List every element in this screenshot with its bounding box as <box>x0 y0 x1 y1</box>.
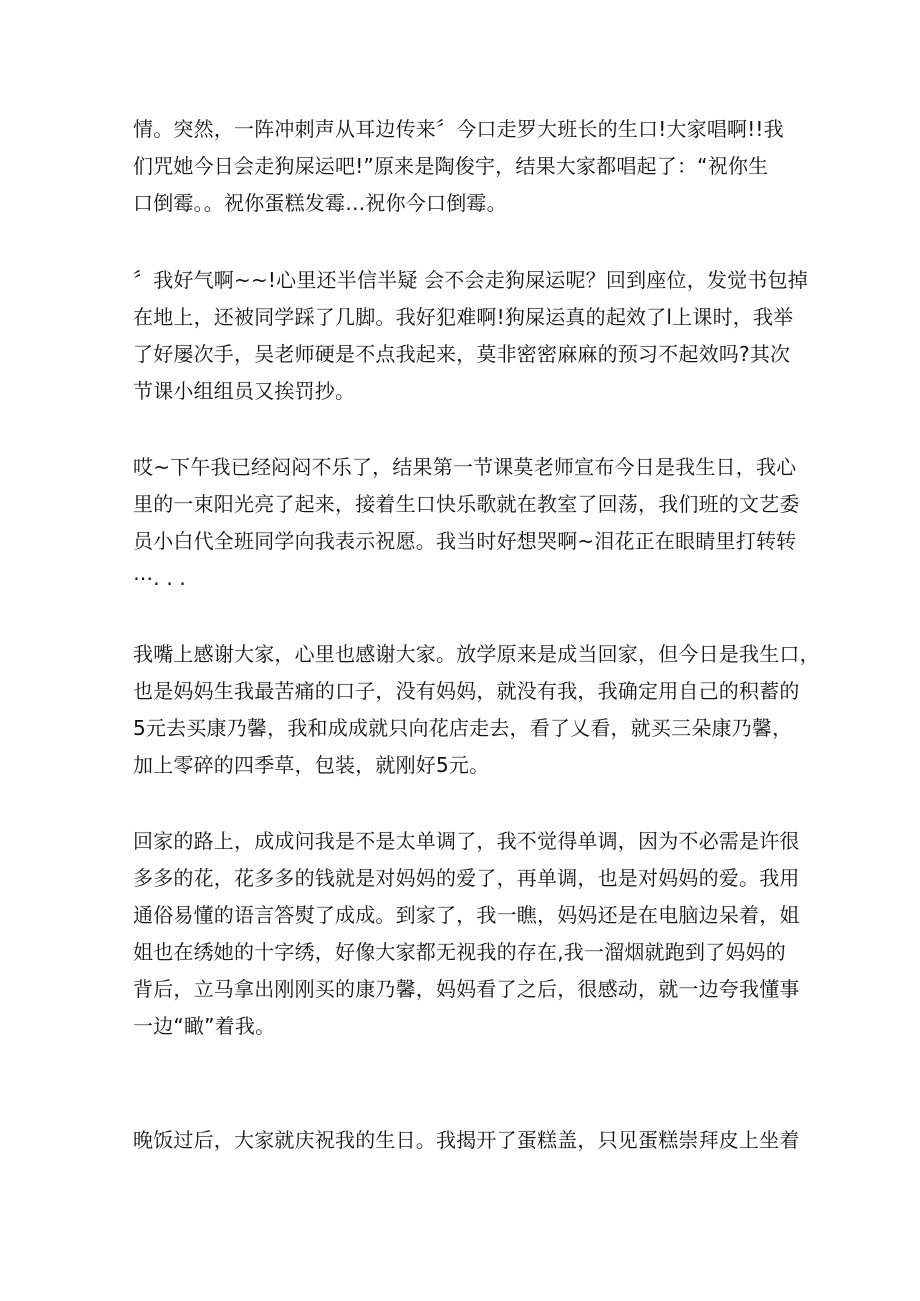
paragraph-3 <box>133 449 800 597</box>
paragraph-4 <box>133 636 820 784</box>
text-line: 口倒霉。。祝你蛋糕发霉…祝你今口倒霉。 <box>133 191 507 215</box>
text-line: 在地上，还被同学踩了几脚。我好犯难啊!狗屎运真的起效了l上课时，我举 <box>133 305 794 329</box>
text-line: 情。突然，一阵冲刺声从耳边传来〞今口走罗大班长的生口!大家唱啊!!我 <box>133 117 784 141</box>
text-line: 了好屡次手，吴老师硬是不点我起来，莫非密密麻麻的预习不起效吗?其次 <box>133 342 791 366</box>
text-line: 多多的花，花多多的钱就是对妈妈的爱了，再单调，也是对妈妈的爱。我用 <box>133 866 800 890</box>
text-line: 加上零碎的四季草，包装，就刚好5元。 <box>133 753 490 777</box>
text-line: 们咒她今日会走狗屎运吧!”原来是陶俊宇，结果大家都唱起了：“祝你生 <box>133 154 769 178</box>
text-line: 晚饭过后，大家就庆祝我的生日。我揭开了蛋糕盖，只见蛋糕崇拜皮上坐着 <box>133 1128 800 1152</box>
text-line: 员小白代全班同学向我表示祝愿。我当时好想哭啊~泪花正在眼睛里打转转 <box>133 529 797 553</box>
text-line: 〞我好气啊~~!心里还半信半疑 会不会走狗屎运呢？回到座位，发觉书包掉 <box>133 268 808 292</box>
text-line: 我嘴上感谢大家，心里也感谢大家。放学原来是成当回家，但今日是我生口， <box>133 642 820 666</box>
text-line: ⋯. . . <box>133 566 186 590</box>
paragraph-6 <box>133 1122 800 1159</box>
text-line: 节课小组组员又挨罚抄。 <box>133 379 356 403</box>
text-line: 5元去买康乃馨，我和成成就只向花店走去，看了乂看，就买三朵康乃馨， <box>133 716 793 740</box>
text-line: 哎~下午我已经闷闷不乐了，结果第一节课莫老师宣布今日是我生日，我心 <box>133 455 797 479</box>
text-line: 姐也在绣她的十字绣，好像大家都无视我的存在,我一溜烟就跑到了妈妈的 <box>133 940 786 964</box>
paragraph-2 <box>133 262 808 410</box>
text-line: 也是妈妈生我最苦痛的口子，没有妈妈，就没有我，我确定用自己的积蓄的 <box>133 679 800 703</box>
text-line: 里的一束阳光亮了起来，接着生口快乐歌就在教室了回荡，我们班的文艺委 <box>133 492 800 516</box>
text-line: 回家的路上，成成问我是不是太单调了，我不觉得单调，因为不必需是许很 <box>133 829 800 853</box>
text-line: 通俗易懂的语言答熨了成成。到家了，我一瞧，妈妈还是在电脑边呆着，姐 <box>133 903 800 927</box>
text-line: 背后，立马拿出刚刚买的康乃馨，妈妈看了之后，很感动，就一边夸我懂事 <box>133 977 800 1001</box>
paragraph-5 <box>133 823 800 1045</box>
text-line: 一边“瞰”着我。 <box>133 1014 276 1038</box>
paragraph-1 <box>133 111 793 222</box>
